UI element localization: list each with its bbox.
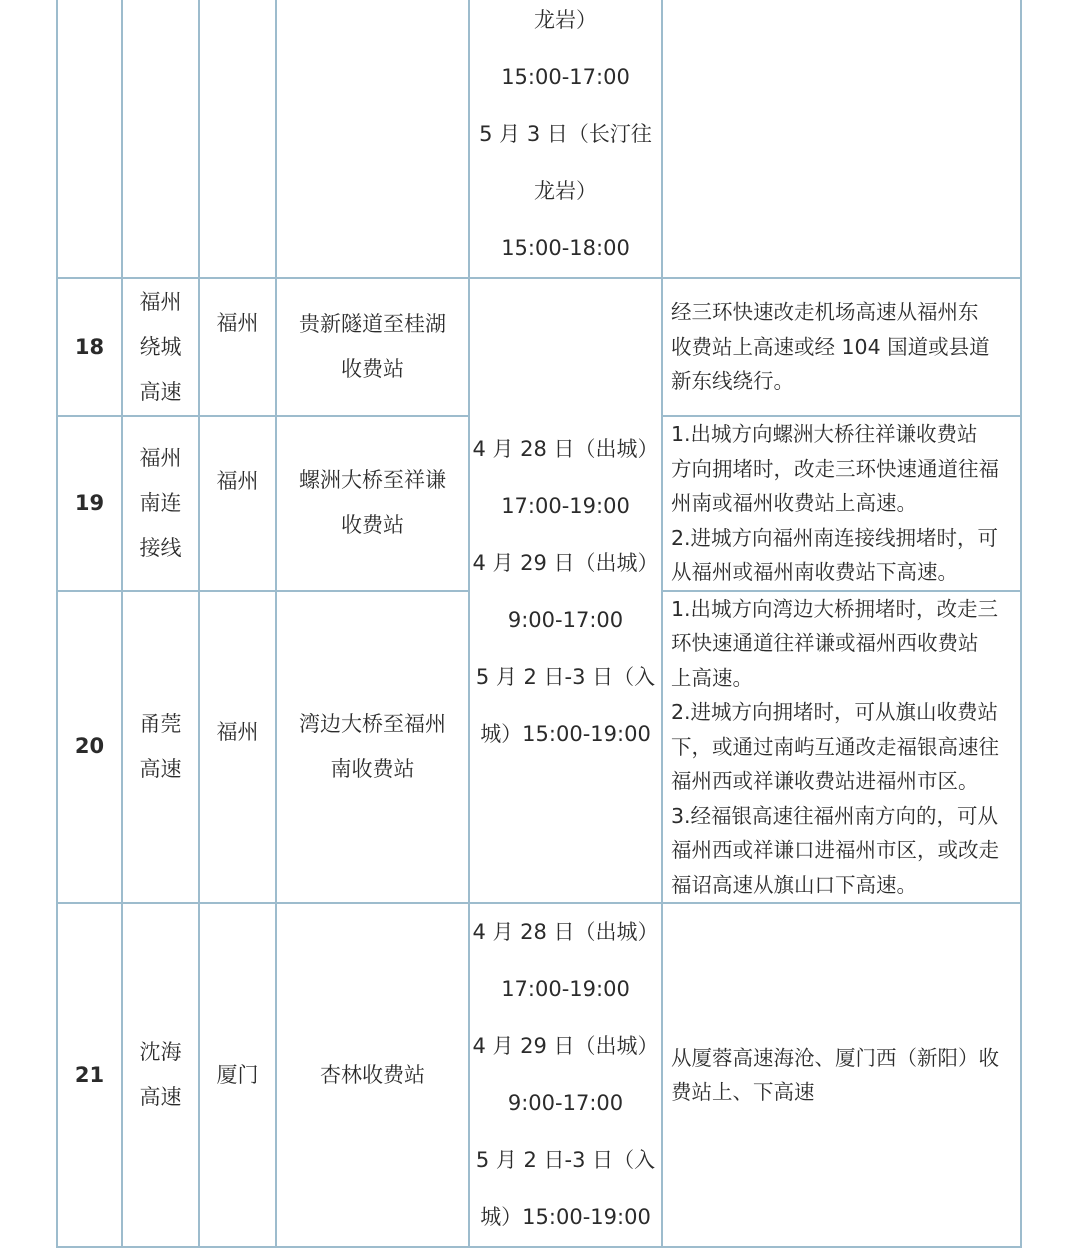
note-cell: [662, 278, 1021, 416]
row-number: 18: [57, 278, 122, 416]
note-line: 1.出城方向螺洲大桥往祥谦收费站: [671, 422, 978, 446]
road-name-line: 高速: [139, 756, 182, 781]
note-line: 上高速。: [671, 665, 753, 690]
row-number: 20: [57, 591, 122, 904]
city-cell: 厦门: [199, 903, 276, 1247]
note-line: 环快速通道往祥谦或福州西收费站: [671, 631, 979, 655]
note-line: 从厦蓉高速海沧、厦门西（新阳）收: [671, 1045, 999, 1070]
time-line: 17:00-19:00: [501, 493, 630, 518]
road-cell: [122, 416, 199, 591]
note-line: 下，或通过南屿互通改走福银高速往: [671, 734, 999, 759]
note-line: 从福州或福州南收费站下高速。: [671, 560, 958, 584]
section-line: 螺洲大桥至祥谦: [299, 468, 446, 493]
road-cell: [122, 903, 199, 1247]
section-line: 收费站: [341, 357, 404, 381]
section-line: 南收费站: [330, 756, 415, 781]
time-line: 4 月 28 日（出城）: [472, 436, 659, 461]
note-cell: [662, 416, 1021, 591]
time-line: 15:00-17:00: [501, 65, 630, 89]
section-cell: [276, 278, 469, 416]
road-name-line: 南连: [139, 490, 182, 515]
road-cell: [122, 591, 199, 904]
table-row: [57, 0, 1021, 278]
time-line: 城）15:00-19:00: [480, 721, 651, 746]
note-line: 2.进城方向拥堵时，可从旗山收费站: [671, 700, 999, 724]
note-line: 新东线绕行。: [671, 369, 794, 394]
note-cell: [662, 903, 1021, 1247]
road-name-line: 福州: [139, 289, 182, 314]
road-name-line: 福州: [139, 445, 182, 470]
time-cell: [469, 903, 662, 1247]
time-line: 龙岩）: [534, 179, 597, 203]
road-name-line: 甬莞: [139, 711, 182, 736]
road-name-line: 绕城: [139, 334, 182, 359]
note-line: 福州西或祥谦收费站进福州市区。: [671, 769, 979, 793]
note-line: 2.进城方向福州南连接线拥堵时，可: [671, 525, 999, 550]
time-line: 9:00-17:00: [507, 1091, 624, 1115]
city-cell: 福州: [199, 278, 276, 416]
section-cell: [276, 591, 469, 904]
city-cell: 福州: [199, 591, 276, 904]
road-name-line: 接线: [139, 535, 182, 560]
time-line: 城）15:00-19:00: [480, 1205, 651, 1229]
city-cell: [199, 0, 276, 278]
time-line: 5 月 3 日（长汀往: [479, 122, 652, 146]
time-line: 15:00-18:00: [501, 236, 630, 260]
section-line: 收费站: [341, 513, 404, 538]
time-cell: [469, 0, 662, 278]
section-line: 贵新隧道至桂湖: [299, 312, 446, 336]
road-cell: [122, 0, 199, 278]
note-line: 3.经福银高速往福州南方向的，可从: [671, 803, 999, 828]
traffic-table: [56, 0, 1022, 1248]
city-cell: 福州: [199, 416, 276, 591]
section-line: 湾边大桥至福州: [299, 711, 446, 736]
note-line: 经三环快速改走机场高速从福州东: [671, 300, 979, 325]
time-line: 龙岩）: [534, 8, 597, 32]
road-name-line: 高速: [139, 379, 182, 404]
note-line: 1.出城方向湾边大桥拥堵时，改走三: [671, 596, 999, 621]
time-line: 4 月 29 日（出城）: [472, 1034, 659, 1058]
row-number: 21: [57, 903, 122, 1247]
section-cell: [276, 0, 469, 278]
section-line: 杏林收费站: [320, 1062, 425, 1087]
note-line: 福诏高速从旗山口下高速。: [671, 872, 917, 897]
note-line: 收费站上高速或经 104 国道或县道: [671, 334, 990, 359]
road-cell: [122, 278, 199, 416]
num-cell: [57, 0, 122, 278]
table-row: [57, 903, 1021, 1247]
note-line: 方向拥堵时，改走三环快速通道往福: [671, 456, 999, 481]
note-line: 费站上、下高速: [671, 1080, 815, 1104]
note-cell: [662, 591, 1021, 904]
row-number: 19: [57, 416, 122, 591]
section-cell: [276, 903, 469, 1247]
note-line: 福州西或祥谦口进福州市区，或改走: [671, 838, 999, 862]
road-name-line: 沈海: [139, 1040, 182, 1064]
time-cell: [469, 278, 662, 903]
table-row: [57, 278, 1021, 416]
note-line: 州南或福州收费站上高速。: [671, 491, 917, 515]
time-line: 4 月 29 日（出城）: [472, 550, 659, 575]
road-name-line: 高速: [139, 1085, 182, 1109]
time-line: 5 月 2 日-3 日（入: [475, 1148, 656, 1172]
time-line: 9:00-17:00: [507, 607, 624, 632]
time-line: 5 月 2 日-3 日（入: [475, 664, 656, 689]
section-cell: [276, 416, 469, 591]
note-cell: [662, 0, 1021, 278]
time-line: 17:00-19:00: [501, 977, 630, 1001]
time-line: 4 月 28 日（出城）: [472, 920, 659, 944]
